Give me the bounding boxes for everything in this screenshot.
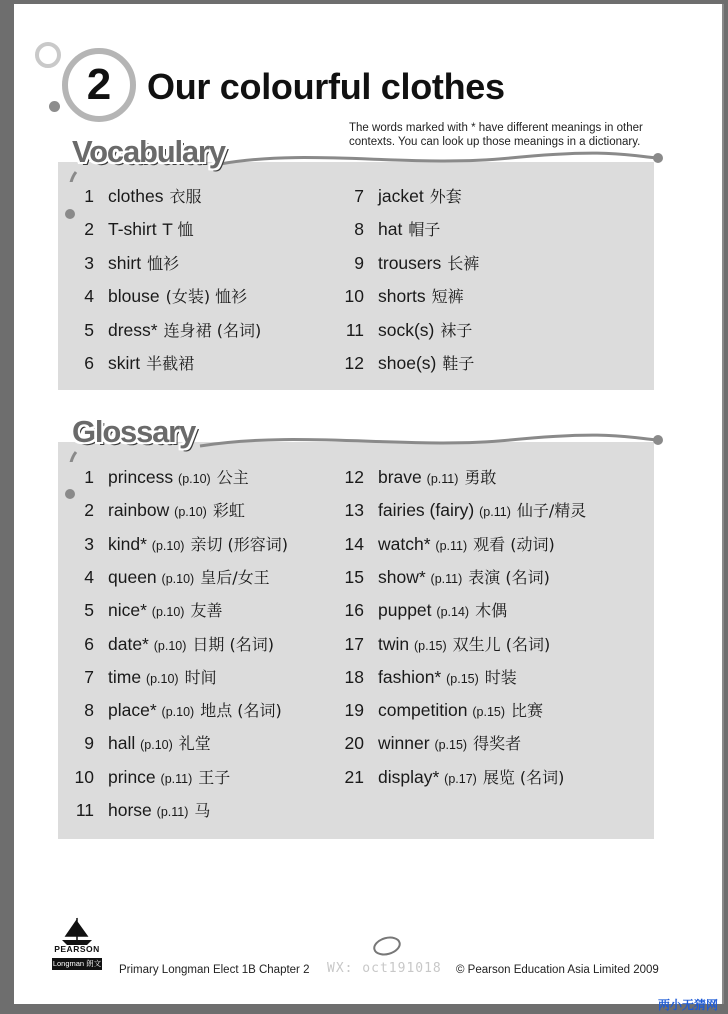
vocabulary-item (66, 351, 194, 374)
vocabulary-heading: Vocabulary (72, 134, 225, 169)
glossary-item (336, 765, 564, 788)
glossary-item (336, 598, 507, 621)
vocabulary-item (336, 351, 474, 374)
glossary-item-chinese: 马 (194, 801, 211, 820)
book-chapter-label: Primary Longman Elect 1B Chapter 2 (119, 964, 310, 976)
glossary-item-number: 16 (344, 600, 364, 621)
glossary-item-chinese: 勇敢 (464, 468, 497, 487)
vocabulary-item-number: 9 (354, 252, 364, 273)
glossary-item-word: competition (378, 700, 468, 721)
glossary-item-number: 19 (344, 700, 364, 721)
vocabulary-item-number: 12 (344, 353, 364, 373)
glossary-item-page-ref: (p.10) (140, 738, 173, 753)
glossary-item-page-ref: (p.11) (426, 472, 459, 486)
glossary-item (66, 632, 274, 655)
vocabulary-item-chinese: 袜子 (440, 320, 473, 340)
glossary-item (66, 765, 230, 788)
glossary-item-page-ref: (p.11) (430, 571, 463, 586)
vocabulary-item-word: sock(s) (378, 319, 435, 340)
glossary-item-word: kind* (108, 533, 147, 554)
vocabulary-item-word: hat (378, 219, 403, 240)
glossary-item-chinese: 展览 (名词) (482, 767, 565, 787)
glossary-item-number: 5 (84, 600, 94, 621)
glossary-item-page-ref: (p.11) (435, 538, 468, 553)
vocabulary-item-chinese: 鞋子 (442, 354, 475, 373)
glossary-item-chinese: 公主 (216, 468, 249, 487)
glossary-item-number: 2 (84, 500, 94, 521)
glossary-item-word: time (108, 666, 142, 687)
glossary-item-chinese: 比赛 (511, 701, 544, 721)
glossary-item-number: 12 (344, 467, 364, 487)
vocabulary-item (336, 184, 462, 207)
vocabulary-item-number: 2 (84, 219, 94, 240)
glossary-item-word: prince (108, 766, 156, 787)
vocabulary-item-number: 6 (84, 353, 94, 373)
glossary-item-word: fairies (fairy) (378, 500, 475, 521)
glossary-item-chinese: 得奖者 (473, 734, 522, 754)
vocabulary-item-chinese: 连身裙 (名词) (163, 320, 262, 340)
glossary-item-number: 10 (74, 766, 94, 787)
chapter-number: 2 (86, 60, 112, 109)
glossary-item-word: show* (378, 566, 426, 587)
vocabulary-item-chinese: 恤衫 (147, 253, 180, 273)
glossary-item-word: brave (378, 467, 422, 487)
watermark-code: WX: oct191018 (327, 961, 442, 976)
vocabulary-item-word: T-shirt (108, 219, 157, 240)
glossary-item-word: date* (108, 633, 149, 654)
glossary-item-page-ref: (p.15) (434, 738, 468, 753)
glossary-item-word: rainbow (108, 500, 170, 521)
glossary-item-chinese: 仙子/精灵 (516, 501, 587, 521)
glossary-item-word: hall (108, 733, 136, 754)
glossary-item-number: 6 (84, 633, 94, 654)
glossary-item-chinese: 王子 (198, 767, 231, 787)
vocabulary-item-chinese: 长裤 (447, 253, 480, 273)
glossary-item (66, 498, 245, 521)
glossary-item-number: 13 (344, 500, 364, 521)
glossary-item (66, 565, 270, 588)
glossary-item-chinese: 时装 (484, 667, 517, 687)
glossary-item-number: 15 (344, 566, 364, 587)
glossary-item (336, 698, 543, 721)
glossary-item (66, 665, 217, 688)
glossary-item-number: 11 (75, 800, 94, 820)
vocabulary-item-number: 10 (344, 286, 364, 307)
glossary-item (336, 665, 517, 688)
glossary-item-word: queen (108, 566, 157, 587)
glossary-item-chinese: 木偶 (475, 601, 508, 621)
vocabulary-item-word: shorts (378, 286, 426, 307)
vocabulary-item-number: 1 (84, 186, 94, 206)
glossary-item-number: 20 (344, 733, 364, 754)
glossary-item-word: place* (108, 700, 157, 721)
glossary-item (336, 498, 586, 521)
vocabulary-item-chinese: 衣服 (169, 187, 202, 206)
glossary-item (336, 731, 521, 754)
glossary-item (66, 532, 288, 555)
vocabulary-item-number: 8 (354, 219, 364, 240)
glossary-item-number: 1 (84, 467, 94, 487)
vocabulary-item-number: 4 (84, 286, 94, 307)
glossary-item-word: display* (378, 766, 440, 787)
glossary-item-page-ref: (p.15) (472, 705, 506, 720)
glossary-item-word: fashion* (378, 666, 442, 687)
glossary-item-page-ref: (p.11) (479, 505, 511, 520)
vocabulary-item (336, 251, 479, 274)
vocabulary-item-chinese: 帽子 (408, 220, 441, 240)
vocabulary-item-chinese: (女装) 恤衫 (165, 287, 248, 307)
glossary-item-word: puppet (378, 600, 432, 621)
vocabulary-item-number: 3 (84, 252, 94, 273)
vocabulary-item-chinese: T 恤 (162, 220, 194, 240)
glossary-item-page-ref: (p.14) (436, 605, 470, 620)
glossary-item-chinese: 彩虹 (212, 501, 245, 521)
vocabulary-item (66, 318, 261, 341)
glossary-item-chinese: 友善 (190, 601, 223, 621)
glossary-item (66, 731, 211, 754)
glossary-item-number: 9 (84, 733, 94, 754)
glossary-item-chinese: 日期 (名词) (192, 634, 274, 654)
glossary-item-chinese: 地点 (名词) (200, 701, 282, 721)
vocabulary-item-word: blouse (108, 286, 160, 307)
glossary-item (336, 532, 555, 555)
glossary-item-word: winner (378, 733, 430, 754)
glossary-item-page-ref: (p.15) (446, 671, 479, 686)
vocabulary-item-word: shirt (108, 252, 142, 273)
vocabulary-item (66, 217, 194, 240)
glossary-item-number: 14 (344, 533, 364, 554)
vocabulary-item-number: 11 (345, 319, 364, 340)
glossary-item-number: 3 (84, 533, 94, 554)
vocabulary-item-word: clothes (108, 186, 164, 206)
glossary-item-page-ref: (p.10) (174, 505, 207, 520)
glossary-item (336, 632, 550, 655)
page-title: Our colourful clothes (147, 66, 505, 107)
vocabulary-item (336, 318, 472, 341)
publisher-name: PEARSON (54, 944, 100, 954)
pearson-ship-logo-icon (52, 916, 102, 946)
glossary-item-chinese: 礼堂 (178, 734, 211, 754)
copyright-text: © Pearson Education Asia Limited 2009 (456, 964, 659, 976)
glossary-item-page-ref: (p.10) (161, 705, 195, 720)
glossary-item-chinese: 表演 (名词) (468, 567, 550, 587)
glossary-item-word: nice* (108, 600, 147, 621)
glossary-item-page-ref: (p.17) (444, 771, 477, 786)
dictionary-note: The words marked with * have different meanings in other contexts. You can look up those meanings in a dictionary. (349, 122, 643, 148)
glossary-heading: Glossary (72, 414, 196, 449)
vocabulary-item-word: trousers (378, 252, 442, 273)
glossary-item-page-ref: (p.10) (178, 472, 211, 486)
vocabulary-item-word: skirt (108, 353, 141, 373)
vocabulary-item-number: 7 (354, 186, 364, 206)
glossary-item-word: watch* (378, 533, 431, 554)
vocabulary-item-chinese: 半截裙 (146, 354, 195, 373)
vocabulary-item-word: dress* (108, 319, 158, 340)
glossary-item-number: 17 (344, 633, 364, 654)
chapter-number-badge (62, 48, 136, 122)
vocabulary-item (336, 217, 440, 240)
vocabulary-item-number: 5 (84, 319, 94, 340)
glossary-item-word: twin (378, 633, 410, 654)
glossary-item-chinese: 双生儿 (名词) (452, 634, 551, 654)
glossary-item-chinese: 观看 (动词) (473, 534, 555, 554)
decorative-ring-icon (35, 42, 61, 68)
glossary-item-page-ref: (p.10) (153, 638, 187, 653)
vocabulary-item (66, 184, 201, 207)
glossary-item-page-ref: (p.10) (161, 571, 195, 586)
glossary-item-page-ref: (p.10) (151, 538, 185, 553)
glossary-item-page-ref: (p.11) (156, 805, 189, 819)
vocabulary-item-chinese: 外套 (429, 187, 462, 206)
glossary-item-chinese: 皇后/女王 (200, 567, 270, 587)
vocabulary-item (336, 284, 464, 307)
glossary-item-word: princess (108, 467, 174, 487)
glossary-item-number: 8 (84, 700, 94, 721)
glossary-item-page-ref: (p.11) (160, 771, 193, 786)
site-watermark: 两小无猜网 (658, 998, 719, 1012)
page-swirl-icon (370, 934, 404, 958)
decorative-dot-icon (49, 101, 60, 112)
vocabulary-item (66, 284, 247, 307)
glossary-item (66, 698, 282, 721)
vocabulary-item-word: jacket (378, 186, 424, 206)
glossary-item-number: 4 (84, 566, 94, 587)
vocabulary-item-chinese: 短裤 (431, 287, 464, 307)
glossary-item-number: 7 (84, 666, 94, 687)
glossary-item-number: 18 (344, 666, 364, 687)
glossary-item-page-ref: (p.15) (414, 638, 447, 653)
vocabulary-item-word: shoe(s) (378, 353, 437, 373)
glossary-item-page-ref: (p.10) (145, 671, 179, 686)
imprint-name: Longman 朗文 (52, 959, 102, 968)
glossary-item (66, 798, 210, 821)
glossary-item (336, 565, 550, 588)
glossary-item-word: horse (108, 800, 152, 820)
glossary-item (66, 465, 249, 488)
glossary-item (66, 598, 222, 621)
glossary-item-chinese: 亲切 (形容词) (190, 534, 289, 554)
glossary-item-page-ref: (p.10) (151, 605, 185, 620)
glossary-item-chinese: 时间 (184, 667, 217, 687)
glossary-item-number: 21 (344, 766, 364, 787)
vocabulary-item (66, 251, 179, 274)
glossary-item (336, 465, 496, 488)
